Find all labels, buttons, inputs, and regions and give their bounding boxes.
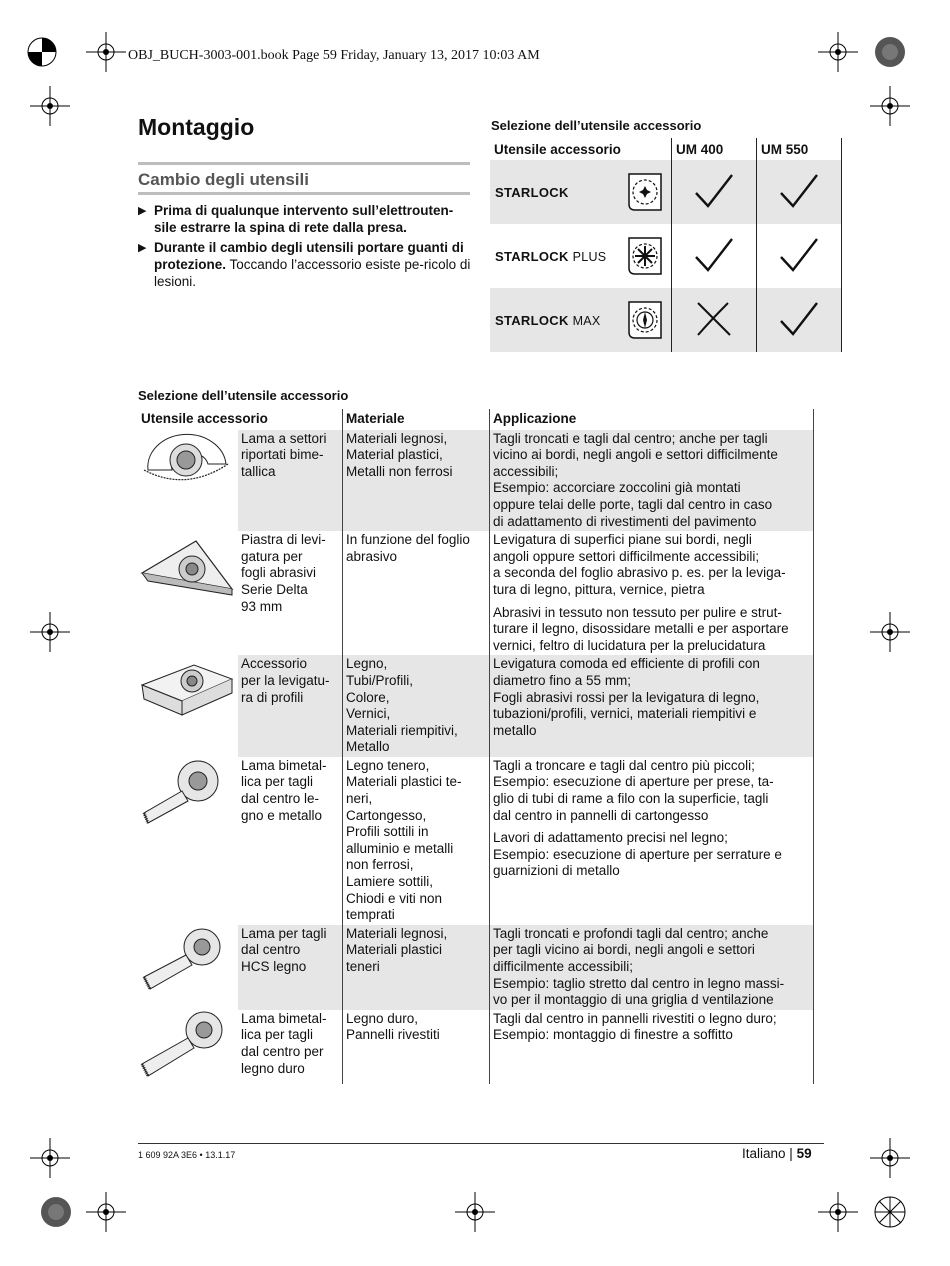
application-cell: Levigatura comoda ed efficiente di profili con diametro fino a 55 mm; Fogli abrasivi rossi per la levigatura di legno, tubazioni/profili, vernici, materiali riempitivi e metallo [490, 655, 814, 757]
check-icon [692, 171, 736, 211]
bimetal-plunge-blade-icon [138, 757, 236, 827]
table-row [138, 531, 814, 655]
registration-mark-icon [30, 86, 70, 126]
hcs-plunge-blade-icon [138, 925, 236, 995]
starlock-interface-icon [623, 298, 667, 342]
material-cell: Legno duro, Pannelli rivestiti [343, 1010, 490, 1085]
material-cell: Legno tenero, Materiali plastici te- neri, Cartongesso, Profili sottili in alluminio e metalli non ferrosi, Lamiere sottili, Chiodi e viti non temprati [343, 757, 490, 925]
column-header: Utensile accessorio [494, 141, 621, 157]
instruction-item [138, 239, 473, 290]
accessory-image-cell [138, 757, 238, 925]
table-row [138, 1010, 814, 1085]
compatibility-table [490, 138, 842, 352]
accessory-name: Lama a settori riportati bime- tallica [238, 430, 343, 532]
table-row [138, 757, 814, 925]
registration-mark-icon [86, 1192, 126, 1232]
registration-mark-icon [30, 1138, 70, 1178]
instruction-bold-text: Prima di qualunque intervento sull’elettrouten-sile estrarre la spina di rete dalla presa. [154, 203, 454, 235]
registration-mark-icon [36, 1192, 76, 1232]
registration-mark-icon [870, 1192, 910, 1232]
table2-caption: Selezione dell’utensile accessorio [138, 388, 349, 403]
application-cell: Tagli troncati e tagli dal centro; anche per tagli vicino ai bordi, negli angoli e settori difficilmente accessibili; Esempio: accorciare zoccolini già montati oppure telai delle porte, tagli dal centro in caso di adattamento di rivestimenti del pavimento [490, 430, 814, 532]
accessory-image-cell [138, 1010, 238, 1085]
section-rule-top [138, 162, 470, 165]
footer-rule [138, 1143, 824, 1144]
accessory-name: Lama bimetal- lica per tagli dal centro per legno duro [241, 1010, 327, 1076]
instruction-item [138, 202, 473, 236]
check-icon [777, 235, 821, 275]
footer-code: 1 609 92A 3E6 • 13.1.17 [138, 1150, 236, 1160]
delta-sanding-plate-icon [138, 531, 236, 605]
application-cell: Levigatura di superfici piane sui bordi, negli angoli oppure settori difficilmente accessibili; a seconda del foglio abrasivo p. es. per la leviga- tura di legno, pittura, vernice, pietra Abrasivi in tessuto non tessuto per pulire e strut- turare il legno, disossidare metalli e per asportare vernici, feltro di lucidatura per la prelucidatura [490, 531, 814, 655]
column-header: Materiale [343, 409, 490, 430]
material-cell: Materiali legnosi, Materiali plastici teneri [343, 925, 490, 1010]
um550-cell [757, 160, 842, 224]
accessory-name: Lama per tagli dal centro HCS legno [238, 925, 343, 1010]
table-row [490, 160, 842, 224]
um550-cell [757, 288, 842, 352]
brand-label: STARLOCK [495, 184, 569, 200]
application-cell: Tagli troncati e profondi tagli dal centro; anche per tagli vicino ai bordi, negli angoli e settori difficilmente accessibili; Esempio: taglio stretto dal centro in legno massi- vo per il montaggio di una griglia d ventilazione [490, 925, 814, 1010]
material-cell: Legno, Tubi/Profili, Colore, Vernici, Materiali riempitivi, Metallo [343, 655, 490, 757]
cross-icon [692, 299, 736, 339]
footer-page-info: Italiano | 59 [742, 1146, 812, 1161]
registration-mark-icon [86, 32, 126, 72]
accessory-image-cell [138, 531, 238, 655]
table-row [138, 925, 814, 1010]
table-row [490, 288, 842, 352]
registration-mark-icon [30, 612, 70, 652]
accessory-name: Lama bimetal- lica per tagli dal centro le- gno e metallo [241, 757, 327, 823]
bimetal-plunge-blade-icon [138, 1010, 236, 1080]
registration-mark-icon [818, 32, 858, 72]
profile-sander-icon [138, 655, 236, 723]
instruction-bold-text: Durante il cambio degli utensili portare guanti di protezione. [154, 240, 464, 272]
column-header: Utensile accessorio [141, 411, 268, 426]
accessory-image-cell [138, 925, 238, 1010]
column-header: UM 400 [672, 138, 757, 160]
accessory-cell [490, 288, 672, 352]
accessory-cell [490, 224, 672, 288]
table-header-row [138, 409, 814, 430]
table1-caption: Selezione dell’utensile accessorio [491, 118, 702, 133]
application-cell: Tagli dal centro in pannelli rivestiti o legno duro; Esempio: montaggio di finestre a soffitto [490, 1010, 814, 1085]
registration-mark-icon [870, 32, 910, 72]
registration-mark-icon [870, 86, 910, 126]
starlock-interface-icon [623, 234, 667, 278]
page-title: Montaggio [138, 114, 255, 140]
table-row [138, 430, 814, 532]
table-row [138, 655, 814, 757]
accessory-name: Accessorio per la levigatu- ra di profili [238, 655, 343, 757]
um400-cell [672, 224, 757, 288]
registration-mark-icon [818, 1192, 858, 1232]
check-icon [777, 299, 821, 339]
starlock-interface-icon [623, 170, 667, 214]
table-header-row [490, 138, 842, 160]
check-icon [777, 171, 821, 211]
accessory-image-cell [138, 430, 238, 532]
section-rule-bottom [138, 192, 470, 195]
column-header: Applicazione [490, 409, 814, 430]
material-cell: Materiali legnosi, Material plastici, Metalli non ferrosi [343, 430, 490, 532]
bullet-triangle-icon: ▶ [138, 242, 147, 254]
accessory-cell [490, 160, 672, 224]
print-header: OBJ_BUCH-3003-001.book Page 59 Friday, January 13, 2017 10:03 AM [128, 48, 540, 63]
registration-mark-icon [870, 612, 910, 652]
brand-label: STARLOCK MAX [495, 312, 601, 328]
um550-cell [757, 224, 842, 288]
um400-cell [672, 288, 757, 352]
check-icon [692, 235, 736, 275]
table-row [490, 224, 842, 288]
registration-mark-icon [455, 1192, 495, 1232]
material-cell: In funzione del foglio abrasivo [343, 531, 490, 655]
instruction-text: Toccando l’accessorio esiste pe-ricolo di lesioni. [154, 257, 471, 289]
brand-label: STARLOCK PLUS [495, 248, 607, 264]
section-title: Cambio degli utensili [138, 170, 309, 189]
instruction-list [138, 202, 473, 293]
footer-language: Italiano [742, 1146, 786, 1161]
registration-mark-icon [22, 32, 62, 72]
registration-mark-icon [870, 1138, 910, 1178]
um400-cell [672, 160, 757, 224]
application-cell: Tagli a troncare e tagli dal centro più piccoli; Esempio: esecuzione di aperture per prese, ta- glio di tubi di rame a filo con la superficie, tagli dal centro in pannelli di cartongesso Lavori di adattamento precisi nel legno; Esempio: esecuzione di aperture per serrature e guarnizioni di metallo [490, 757, 814, 925]
page-number: 59 [796, 1146, 812, 1161]
accessory-table [138, 409, 814, 1084]
accessory-image-cell [138, 655, 238, 757]
bullet-triangle-icon: ▶ [138, 205, 147, 217]
column-header: UM 550 [757, 138, 842, 160]
accessory-name: Piastra di levi- gatura per fogli abrasivi Serie Delta 93 mm [241, 532, 326, 614]
segment-saw-blade-icon [138, 430, 236, 490]
